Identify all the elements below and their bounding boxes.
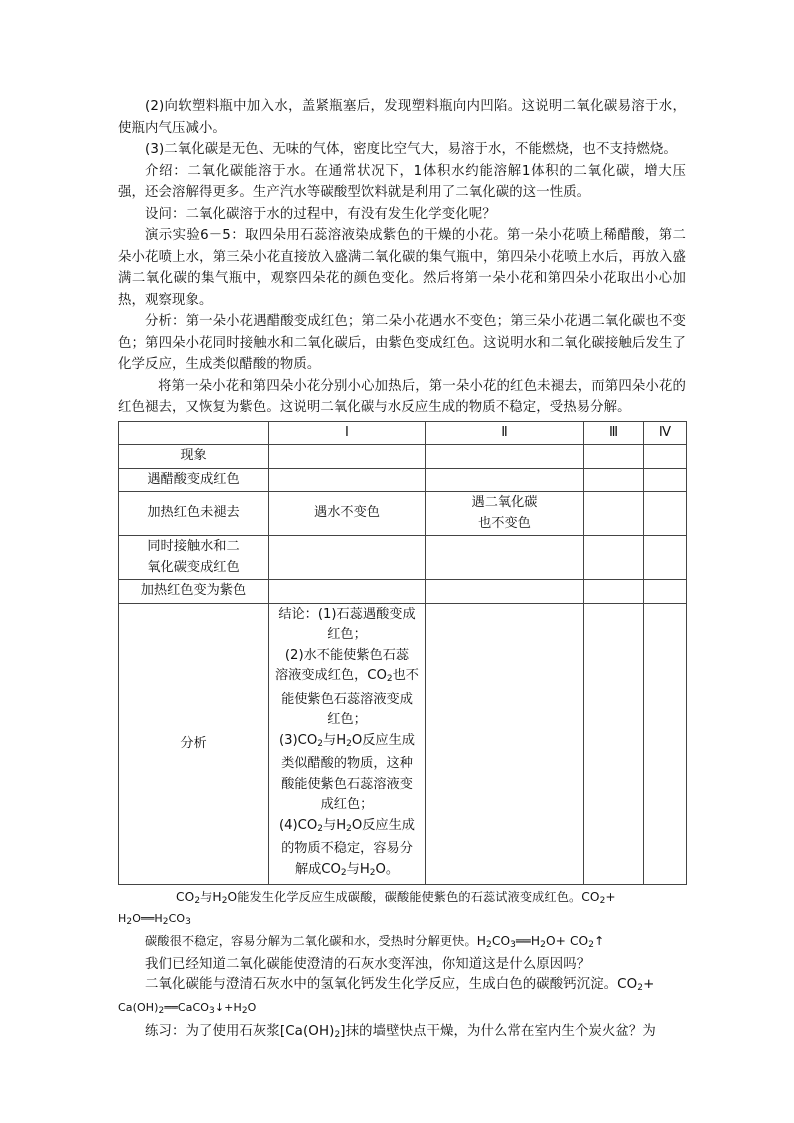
- header-cell-3: Ⅲ: [584, 421, 644, 445]
- table-header-row: [119, 421, 687, 445]
- table-cell: [644, 580, 687, 604]
- text-span: ══H: [516, 934, 541, 948]
- subscript: 2: [162, 917, 169, 927]
- table-row-analysis: [119, 603, 687, 885]
- conclusion-line: 类似醋酸的物质，这种: [281, 756, 413, 771]
- text-span: (3)CO: [279, 732, 318, 748]
- table-cell: [644, 445, 687, 469]
- conclusion-line: 结论：(1)石蕊遇酸变成: [278, 606, 416, 622]
- text-span: 与H: [200, 890, 222, 904]
- table-cell: [269, 536, 426, 580]
- text-span: +: [605, 890, 616, 904]
- document-page: [118, 96, 686, 1046]
- table-cell: [644, 492, 687, 536]
- table-cell: [644, 603, 687, 885]
- conclusion-line: [273, 731, 421, 755]
- paragraph-carbonic-acid: [118, 889, 686, 931]
- conclusion-line: 红色；: [327, 712, 367, 727]
- table-cell: [269, 580, 426, 604]
- table-row: [119, 445, 687, 469]
- subscript: 2: [346, 823, 352, 834]
- subscript: 2: [369, 867, 376, 878]
- subscript: 2: [221, 896, 228, 906]
- header-cell-empty: [119, 421, 269, 445]
- table-cell: [426, 468, 584, 492]
- paragraph-exercise: [118, 1021, 686, 1046]
- text-span: 解成CO: [294, 861, 341, 877]
- text-span: 也不: [392, 668, 419, 683]
- paragraph-limewater-answer: [118, 975, 686, 1021]
- table-cell: [269, 468, 426, 492]
- subscript: 2: [334, 1030, 341, 1040]
- equation-text: O══H: [132, 912, 163, 925]
- subscript: 2: [317, 823, 324, 834]
- experiment-table: [118, 421, 687, 886]
- paragraph-analysis: 分析：第一朵小花遇醋酸变成红色；第二朵小花遇水不变色；第三朵小花遇二氧化碳也不变色；第四朵小花同时接触水和二氧化碳后，由紫色变成红色。这说明水和二氧化碳接触后发生了化学反应，生成类似醋酸的物质。: [118, 314, 686, 372]
- paragraph-decomposition: [118, 931, 686, 955]
- subscript: 2: [346, 738, 352, 749]
- table-cell: [584, 603, 644, 885]
- row-label-both-line1: 同时接触水和二: [147, 539, 240, 554]
- table-cell: [584, 536, 644, 580]
- subscript: 2: [194, 896, 201, 906]
- row-label-both-line2: 氧化碳变成红色: [147, 559, 240, 575]
- subscript: 2: [126, 917, 133, 927]
- row-label-phenomenon: 现象: [119, 445, 269, 469]
- subscript: 3: [510, 940, 516, 950]
- paragraph-question: 设问：二氧化碳溶于水的过程中，有没有发生化学变化呢？: [145, 206, 496, 222]
- paragraph-plastic-bottle: (2)向软塑料瓶中加入水，盖紧瓶塞后，发现塑料瓶向内凹陷。这说明二氧化碳易溶于水，使瓶内气压减小。: [118, 99, 686, 136]
- table-row: [119, 580, 687, 604]
- table-row: [119, 468, 687, 492]
- text-span: 练习：为了使用石灰浆[Ca(OH): [145, 1024, 335, 1039]
- text-span: 二氧化碳能与澄清石灰水中的氢氧化钙发生化学反应，生成白色的碳酸钙沉淀。CO: [145, 977, 638, 992]
- conclusion-line: 红色；: [327, 627, 367, 642]
- paragraph-demo-experiment: 演示实验6－5：取四朵用石蕊溶液染成紫色的干燥的小花。第一朵小花喷上稀醋酸，第二朵小花喷上水，第三朵小花直接放入盛满二氧化碳的集气瓶中，第四朵小花喷上水后，再放入盛满二氧化碳的集气瓶中，观察四朵花的颜色变化。然后将第一朵小花和第四朵小花取出小心加热，观察现象。: [118, 228, 686, 308]
- text-span: O能发生化学反应生成碳酸，碳酸能使紫色的石蕊试液变成红色。CO: [227, 890, 600, 904]
- header-cell-1: Ⅰ: [269, 421, 426, 445]
- equation-text: CO: [168, 912, 186, 925]
- subscript: 2: [317, 738, 324, 749]
- subscript: 3: [208, 1006, 215, 1016]
- conclusion-line: [273, 816, 421, 840]
- table-cell: [426, 445, 584, 469]
- text-span: 与H: [323, 817, 347, 833]
- text-span: O反应生成: [351, 732, 415, 748]
- table-cell: [426, 580, 584, 604]
- subscript: 2: [386, 674, 393, 684]
- subscript: 2: [637, 983, 644, 993]
- table-cell: [426, 603, 584, 885]
- text-span: O反应生成: [351, 817, 415, 833]
- text-span: ↑: [594, 934, 605, 948]
- equation-text: ══CaCO: [164, 1001, 209, 1014]
- row-label-both: [119, 536, 269, 580]
- text-span: O。: [375, 861, 400, 877]
- header-cell-2: Ⅱ: [426, 421, 584, 445]
- table-cell: [644, 468, 687, 492]
- text-span: CO: [491, 934, 511, 948]
- table-row: [119, 536, 687, 580]
- table-cell: [584, 492, 644, 536]
- table-cell: [584, 445, 644, 469]
- conclusion-line: 酸能使紫色石蕊溶液变: [281, 776, 413, 792]
- conclusion-line: 的物质不稳定，容易分: [281, 841, 413, 856]
- text-span: ]抹的墙壁快点干燥，为什么常在室内生个炭火盆？为: [340, 1024, 656, 1039]
- table-cell: [584, 580, 644, 604]
- conclusion-line: 能使紫色石蕊溶液变成: [281, 691, 413, 707]
- paragraph-heating: 将第一朵小花和第四朵小花分别小心加热后，第一朵小花的红色未褪去，而第四朵小花的红色褪去，又恢复为紫色。这说明二氧化碳与水反应生成的物质不稳定，受热易分解。: [118, 378, 686, 415]
- text-span: 碳酸很不稳定，容易分解为二氧化碳和水，受热时分解更快。H: [145, 934, 487, 948]
- cell-water-no-change: 遇水不变色: [269, 492, 426, 536]
- text-span: 与H: [323, 732, 347, 748]
- cell-co2-line2: 也不变色: [478, 515, 531, 531]
- cell-co2-line1: 遇二氧化碳: [471, 495, 538, 510]
- subscript: 2: [588, 940, 595, 950]
- table-cell: [426, 536, 584, 580]
- text-span: (4)CO: [279, 817, 318, 833]
- subscript: 2: [540, 940, 546, 950]
- text-span: 与H: [346, 861, 370, 877]
- row-label-analysis: 分析: [119, 603, 269, 885]
- conclusion-line: [273, 666, 421, 690]
- table-row: [119, 492, 687, 536]
- table-cell: [269, 445, 426, 469]
- conclusion-line: 成红色；: [320, 797, 374, 812]
- paragraph-co2-properties: (3)二氧化碳是无色、无味的气体，密度比空气大，易溶于水，不能燃烧，也不支持燃烧。: [145, 142, 677, 157]
- row-label-heat-keep: 加热红色未褪去: [119, 492, 269, 536]
- subscript: 2: [486, 940, 492, 950]
- conclusion-line: (2)水不能使紫色石蕊: [284, 647, 410, 663]
- paragraph-introduction: 介绍：二氧化碳能溶于水。在通常状况下，1体积水约能溶解1体积的二氧化碳，增大压强，还会溶解得更多。生产汽水等碳酸型饮料就是利用了二氧化碳的这一性质。: [118, 163, 686, 200]
- table-cell: [584, 468, 644, 492]
- equation-text: Ca(OH): [118, 1001, 159, 1014]
- table-cell: [644, 536, 687, 580]
- equation-text: O: [247, 1001, 257, 1014]
- text-span: O+ CO: [545, 934, 589, 948]
- conclusion-cell: [269, 603, 426, 885]
- text-span: 溶液变成红色，CO: [274, 668, 387, 683]
- paragraph-limewater-question: 我们已经知道二氧化碳能使澄清的石灰水变浑浊，你知道这是什么原因吗？: [145, 957, 591, 972]
- equation-text: ↓+H: [214, 1001, 242, 1014]
- subscript: 2: [241, 1006, 248, 1016]
- row-label-acid-red: 遇醋酸变成红色: [119, 468, 269, 492]
- subscript: 2: [340, 867, 347, 878]
- subscript: 3: [185, 917, 191, 927]
- text-span: +: [643, 977, 655, 992]
- text-span: CO: [176, 890, 195, 904]
- row-label-heat-purple: 加热红色变为紫色: [119, 580, 269, 604]
- cell-co2-no-change: [426, 492, 584, 536]
- conclusion-line: [273, 860, 421, 884]
- subscript: 2: [158, 1006, 165, 1016]
- header-cell-4: Ⅳ: [644, 421, 687, 445]
- subscript: 2: [599, 896, 606, 906]
- equation-text: H: [118, 912, 127, 925]
